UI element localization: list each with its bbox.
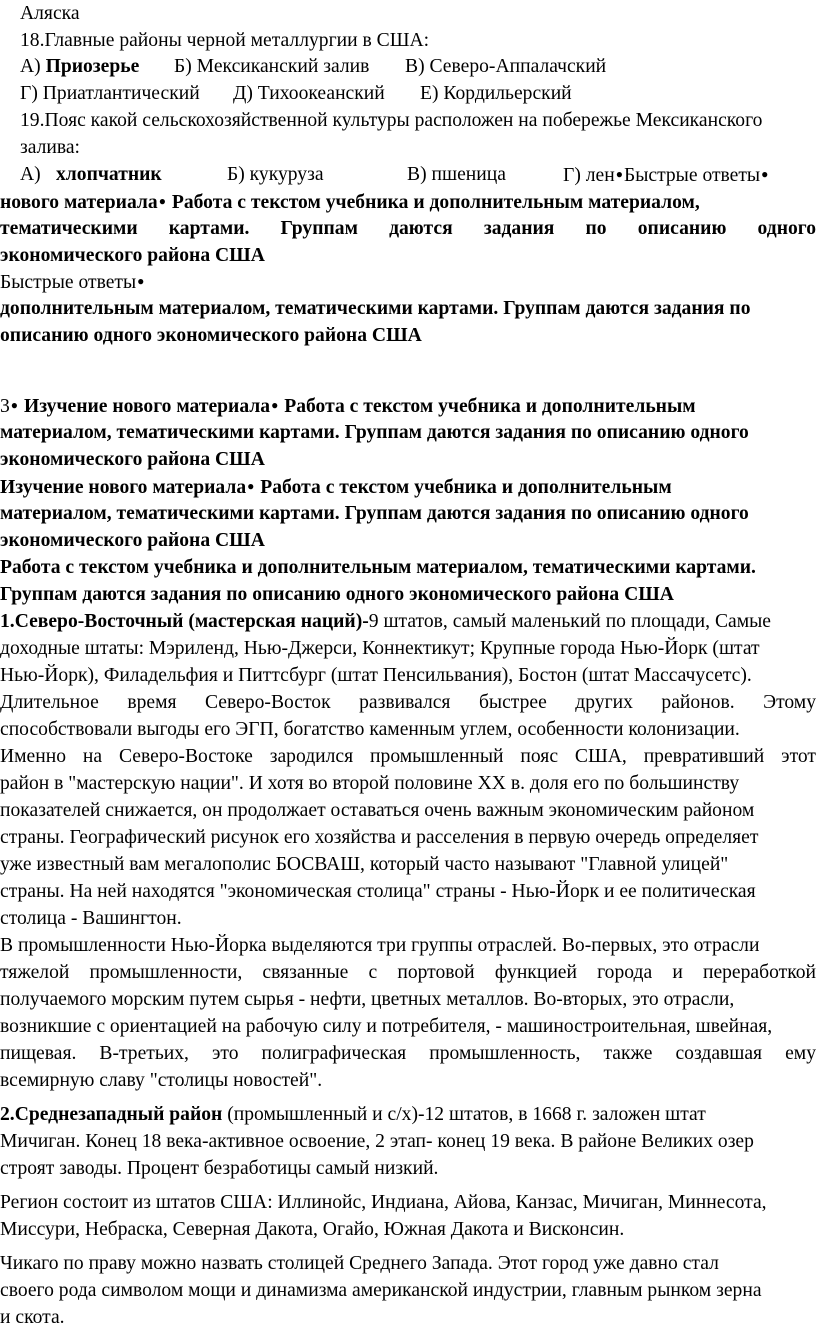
northeast-line9: страны. Географический рисунок его хозяйства и расселения в первую очередь определяет: [0, 827, 759, 848]
block1-line1: [0, 188, 816, 216]
northeast-p2-line1: В промышленности Нью-Йорка выделяются три группы отраслей. Во-первых, это отрасли: [0, 935, 760, 956]
q19-option-c: В) пшеница: [407, 164, 506, 185]
block1-line2: тематическими картами. Группам даются задания по описанию одного: [0, 218, 816, 239]
northeast-line7: район в "мастерскую нации". И хотя во второй половине XX в. доля его по большинству: [0, 773, 740, 794]
block3-line7: Работа с текстом учебника и дополнительным материалом, тематическими картами.: [0, 557, 756, 578]
northeast-line8: показателей снижается, он продолжает оставаться очень важным экономическим районом: [0, 800, 755, 821]
q18-option-f: Е) Кордильерский: [420, 83, 572, 104]
midwest-p2-line2: Миссури, Небраска, Северная Дакота, Огайо, Южная Дакота и Висконсин.: [0, 1219, 625, 1240]
northeast-line11: страны. На ней находятся "экономическая столица" страны - Нью-Йорк и ее политическая: [0, 881, 756, 902]
northeast-line5: способствовали выгоды его ЭГП, богатство каменным углем, особенности колонизации.: [0, 719, 740, 740]
q19-option-b: Б) кукуруза: [227, 164, 324, 185]
block2-line1-text: Быстрые ответы: [0, 272, 137, 293]
q19-option-d-text: Г) лен: [563, 165, 615, 186]
northeast-line1-text: 9 штатов, самый маленький по площади, Самые: [368, 611, 771, 632]
block1-line3: экономического района США: [0, 245, 265, 266]
q19-options-row: [20, 161, 816, 188]
northeast-line6: Именно на Северо-Востоке зародился промышленный пояс США, превративший этот: [0, 746, 816, 767]
bullet-icon: ●: [271, 398, 279, 412]
block3-line8: Группам даются задания по описанию одного экономического района США: [0, 584, 674, 605]
midwest-p3-line1: Чикаго по праву можно назвать столицей Среднего Запада. Этот город уже давно стал: [0, 1253, 719, 1274]
northeast-line12: столица - Вашингтон.: [0, 908, 182, 929]
block1-line1-text: нового материала: [0, 192, 158, 213]
northeast-p2-line5: пищевая. В-третьих, это полиграфическая промышленность, также создавшая ему: [0, 1043, 816, 1064]
midwest-p3-line3: и скота.: [0, 1307, 65, 1328]
block3-line2: материалом, тематическими картами. Группам даются задания по описанию одного: [0, 422, 749, 443]
block3-line1: [0, 392, 816, 420]
q18-option-c: В) Северо-Аппалачский: [405, 56, 607, 77]
bullet-icon: ●: [137, 274, 145, 288]
q18-question: 18.Главные районы черной металлургии в США:: [20, 30, 430, 51]
q19-question-line1: 19.Пояс какой сельскохозяйственной культуры расположен на побережье Мексиканского: [20, 110, 763, 131]
quiz-top-line: Аляска: [20, 3, 80, 24]
block3-line6: экономического района США: [0, 530, 265, 551]
q19-question-line2: залива:: [20, 137, 81, 158]
block2-line2: дополнительным материалом, тематическими картами. Группам даются задания по: [0, 298, 751, 319]
q18-options-row2: [20, 80, 816, 107]
block3-line3: экономического района США: [0, 449, 265, 470]
q18-option-e: Д) Тихоокеанский: [233, 83, 385, 104]
q18-options-row1: [20, 53, 816, 80]
northeast-p2-line3: получаемого морским путем сырья - нефти, цветных металлов. Во-вторых, это отрасли,: [0, 989, 735, 1010]
block3-line5: материалом, тематическими картами. Группам даются задания по описанию одного: [0, 503, 749, 524]
block3-line4-text: Изучение нового материала: [0, 477, 247, 498]
midwest-line1-text: (промышленный и с/х)-12 штатов, в 1668 г. заложен штат: [222, 1104, 706, 1125]
northeast-p2-line2: тяжелой промышленности, связанные с портовой функцией города и переработкой: [0, 962, 816, 983]
bullet-icon: ●: [10, 398, 19, 412]
block3-line1-rest: Работа с текстом учебника и дополнительным: [284, 396, 696, 417]
bullet-icon: ●: [615, 167, 623, 181]
northeast-heading: 1.Северо-Восточный (мастерская наций)-: [0, 611, 369, 632]
block2-line1: [0, 268, 816, 296]
q18-option-b: Б) Мексиканский залив: [174, 56, 370, 77]
midwest-p2-line1: Регион состоит из штатов США: Иллинойс, Индиана, Айова, Канзас, Мичиган, Миннесота,: [0, 1192, 767, 1213]
q19-trail-text: Быстрые ответы: [623, 165, 761, 186]
q18-option-a-prefix: А): [20, 56, 46, 77]
northeast-p2-line6: всемирную славу "столицы новостей".: [0, 1070, 323, 1091]
midwest-line1: [0, 1101, 816, 1128]
northeast-line4: Длительное время Северо-Восток развивался быстрее других районов. Этому: [0, 692, 816, 713]
bullet-icon: ●: [761, 167, 769, 181]
block3-number: 3: [0, 396, 10, 417]
block3-line4: [0, 473, 816, 501]
q19-option-a-prefix: А): [20, 164, 41, 185]
bullet-icon: ●: [247, 479, 255, 493]
northeast-line2: доходные штаты: Мэриленд, Нью-Джерси, Коннектикут; Крупные города Нью-Йорк (штат: [0, 638, 760, 659]
northeast-p2-line4: возникшие с ориентацией на рабочую силу и потребителя, - машиностроительная, швейная,: [0, 1016, 773, 1037]
bullet-icon: ●: [158, 194, 166, 208]
midwest-p3-line2: своего рода символом мощи и динамизма американской индустрии, главным рынком зерна: [0, 1280, 762, 1301]
northeast-line10: уже известный вам мегалополис БОСВАШ, который часто называют "Главной улицей": [0, 854, 729, 875]
q19-option-a: хлопчатник: [56, 164, 162, 185]
midwest-heading: 2.Среднезападный район: [0, 1104, 223, 1125]
midwest-line3: строят заводы. Процент безработицы самый низкий.: [0, 1158, 439, 1179]
block3-line1-text: Изучение нового материала: [23, 396, 271, 417]
northeast-line1: [0, 608, 816, 635]
block1-line1-rest: Работа с текстом учебника и дополнительным материалом,: [171, 192, 700, 213]
q18-option-a: Приозерье: [45, 56, 140, 77]
block2-line3: описанию одного экономического района США: [0, 325, 422, 346]
q18-option-d: Г) Приатлантический: [20, 83, 200, 104]
midwest-line2: Мичиган. Конец 18 века-активное освоение, 2 этап- конец 19 века. В районе Великих озер: [0, 1131, 754, 1152]
block3-line4-rest: Работа с текстом учебника и дополнительным: [260, 477, 672, 498]
northeast-line3: Нью-Йорк), Филадельфия и Питтсбург (штат Пенсильвания), Бостон (штат Массачусетс).: [0, 665, 752, 686]
q19-option-d: [563, 161, 769, 189]
